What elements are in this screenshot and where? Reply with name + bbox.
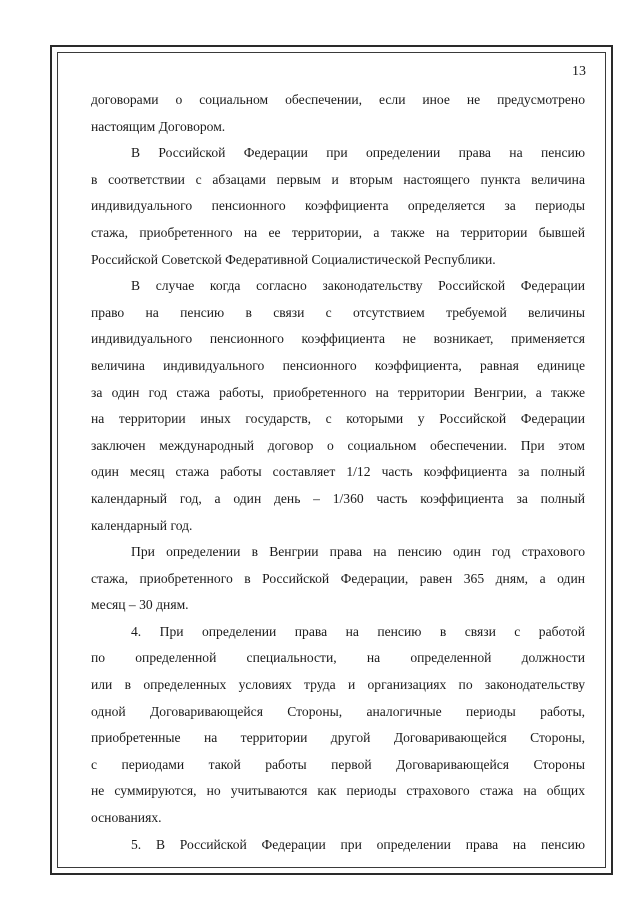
document-body bbox=[91, 87, 585, 858]
text-line: В случае когда согласно законодательству Российской Федерации bbox=[131, 278, 585, 294]
text-line: Российской Советской Федеративной Социалистической Республики. bbox=[91, 251, 496, 267]
text-line: стажа, приобретенного в Российской Федерации, равен 365 дням, а один bbox=[91, 570, 585, 586]
text-line: с периодами такой работы первой Договаривающейся Стороны bbox=[91, 756, 585, 772]
text-line: величина индивидуального пенсионного коэффициента, равная единице bbox=[91, 357, 585, 373]
text-line: не суммируются, но учитываются как периоды страхового стажа на общих bbox=[91, 783, 585, 799]
text-line: 4. При определении права на пенсию в связи с работой bbox=[131, 623, 585, 639]
text-line: право на пенсию в связи с отсутствием требуемой величины bbox=[91, 304, 585, 320]
text-line: календарный год, а один день – 1/360 часть коэффициента за полный bbox=[91, 490, 585, 506]
text-line: одной Договаривающейся Стороны, аналогичные периоды работы, bbox=[91, 703, 585, 719]
text-line: 5. В Российской Федерации при определении права на пенсию bbox=[131, 836, 585, 852]
text-line: один месяц стажа работы составляет 1/12 часть коэффициента за полный bbox=[91, 464, 585, 480]
text-line: договорами о социальном обеспечении, если иное не предусмотрено bbox=[91, 92, 585, 107]
text-line: индивидуального пенсионного коэффициента определяется за периоды bbox=[91, 198, 585, 214]
text-line: В Российской Федерации при определении права на пенсию bbox=[131, 145, 585, 161]
text-line: или в определенных условиях труда и организациях по законодательству bbox=[91, 677, 585, 693]
text-line: При определении в Венгрии права на пенсию один год страхового bbox=[131, 544, 585, 560]
text-line: основаниях. bbox=[91, 810, 162, 826]
text-line: в соответствии с абзацами первым и вторым настоящего пункта величина bbox=[91, 171, 585, 187]
text-line: за один год стажа работы, приобретенного на территории Венгрии, а также bbox=[91, 384, 585, 400]
text-line: стажа, приобретенного на ее территории, а также на территории бывшей bbox=[91, 224, 585, 240]
text-line: настоящим Договором. bbox=[91, 118, 226, 134]
page-number: 13 bbox=[572, 64, 586, 79]
text-line: приобретенные на территории другой Договаривающейся Стороны, bbox=[91, 730, 585, 746]
text-line: по определенной специальности, на определенной должности bbox=[91, 650, 585, 666]
text-line: на территории иных государств, с которыми у Российской Федерации bbox=[91, 411, 585, 427]
text-line: заключен международный договор о социальном обеспечении. При этом bbox=[91, 437, 585, 453]
text-line: календарный год. bbox=[91, 517, 193, 533]
text-line: месяц – 30 дням. bbox=[91, 597, 189, 613]
text-line: индивидуального пенсионного коэффициента не возникает, применяется bbox=[91, 331, 585, 347]
